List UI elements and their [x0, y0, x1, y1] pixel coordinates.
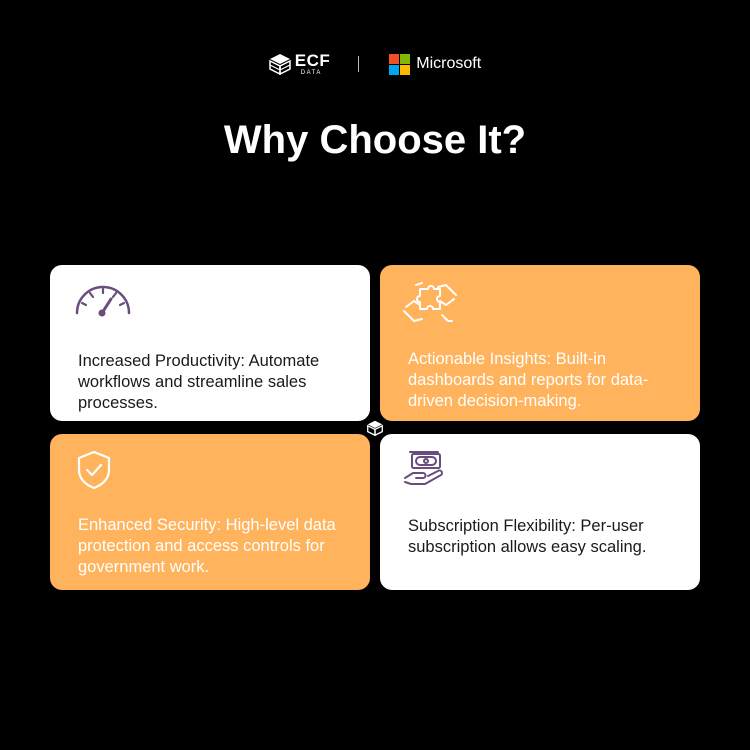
- card-security: [50, 434, 370, 590]
- card-productivity: [50, 265, 370, 421]
- microsoft-logo: [389, 54, 481, 75]
- header-logos: [0, 50, 750, 78]
- card-subscription-text: Subscription Flexibility: Per-user subscription allows easy scaling.: [408, 517, 647, 556]
- card-subscription: [380, 434, 700, 590]
- card-security-text: Enhanced Security: High-level data protection and access controls for government work.: [78, 516, 336, 576]
- microsoft-grid-icon: [389, 54, 410, 75]
- shield-check-icon: [72, 448, 116, 492]
- puzzle-hands-icon: [402, 279, 458, 329]
- ecf-logo: [269, 52, 331, 76]
- logo-divider: [358, 56, 359, 72]
- page-title: Why Choose It?: [223, 118, 527, 162]
- ecf-logo-name: ECF: [294, 51, 331, 70]
- ecf-cube-icon: [269, 53, 291, 75]
- speedometer-icon: [72, 279, 134, 319]
- ecf-logo-sub: DATA: [300, 70, 322, 76]
- card-insights: [380, 265, 700, 421]
- cash-hand-icon: [402, 448, 448, 488]
- partner-name: Microsoft: [416, 55, 482, 72]
- ecf-cube-icon: [367, 420, 383, 436]
- card-insights-text: Actionable Insights: Built-in dashboards and reports for data-driven decision-making.: [408, 350, 649, 410]
- card-productivity-text: Increased Productivity: Automate workflows and streamline sales processes.: [78, 352, 320, 412]
